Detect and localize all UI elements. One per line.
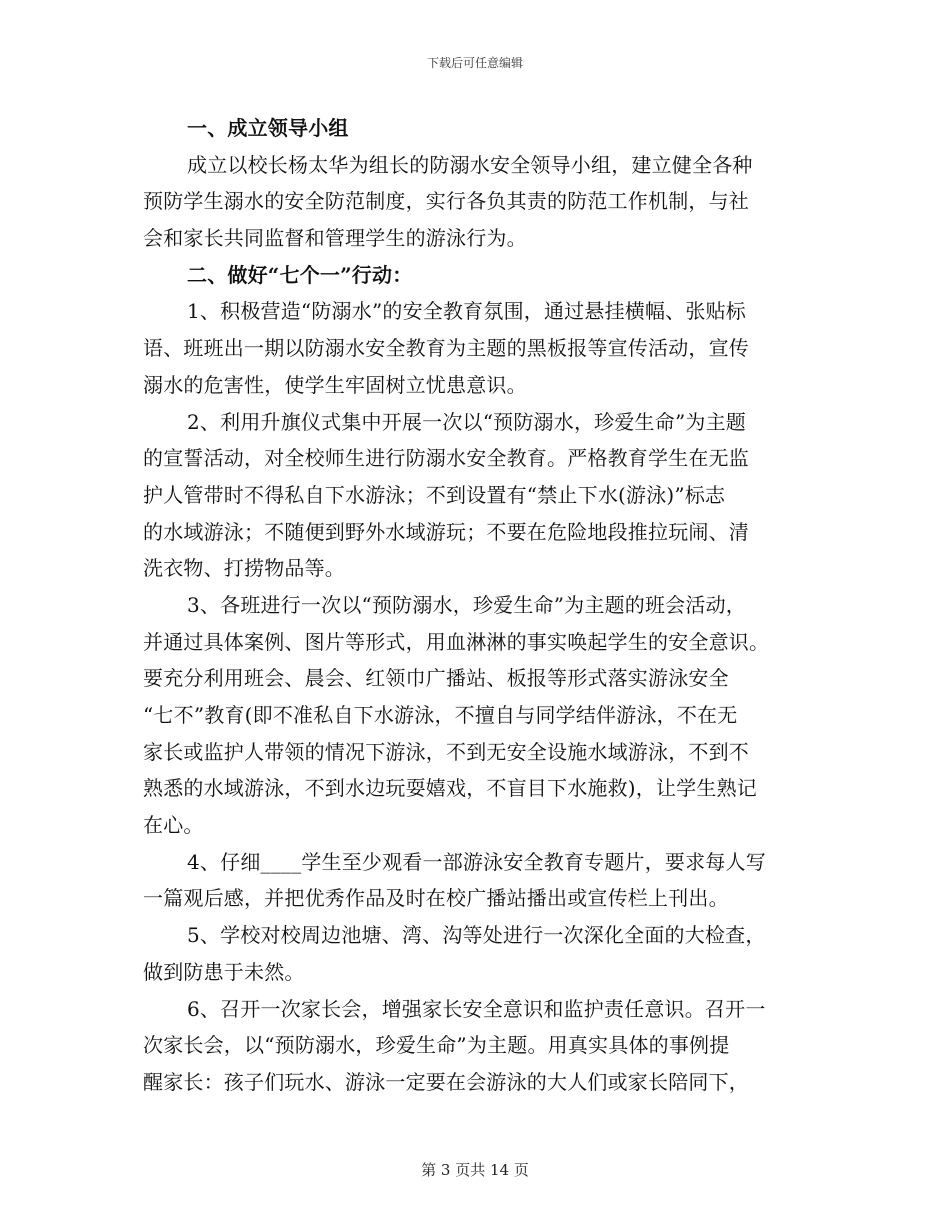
paragraph-line: 要充分利用班会、晨会、红领巾广播站、板报等形式落实游泳安全 — [143, 666, 729, 691]
paragraph-line: 语、班班出一期以防溺水安全教育为主题的黑板报等宣传活动，宣传 — [143, 336, 749, 361]
document-body — [143, 110, 807, 1101]
paragraph-line: 护人管带时不得私自下水游泳；不到设置有“禁止下水(游泳)”标志 — [143, 482, 726, 507]
paragraph-line: “七不”教育(即不准私自下水游泳，不擅自与同学结伴游泳，不在无 — [143, 703, 738, 727]
page-footer: 第 3 页共 14 页 — [421, 1161, 529, 1179]
paragraph-line: 溺水的危害性，使学生牢固树立忧患意识。 — [143, 372, 527, 397]
paragraph-line: 3、各班进行一次以“预防溺水，珍爱生命”为主题的班会活动， — [187, 592, 746, 617]
paragraph-line: 并通过具体案例、图片等形式，用血淋淋的事实唤起学生的安全意识。 — [143, 629, 770, 654]
section-heading: 二、做好“七个一”行动： — [187, 262, 413, 287]
paragraph-line: 熟悉的水域游泳，不到水边玩耍嬉戏，不盲目下水施救)，让学生熟记 — [143, 776, 758, 801]
paragraph-line: 醒家长：孩子们玩水、游泳一定要在会游泳的大人们或家长陪同下， — [143, 1069, 749, 1094]
paragraph-line: 2、利用升旗仪式集中开展一次以“预防溺水，珍爱生命”为主题 — [187, 409, 746, 434]
paragraph-line: 4、仔细____学生至少观看一部游泳安全教育专题片，要求每人写 — [187, 849, 766, 874]
paragraph-line: 成立以校长杨太华为组长的防溺水安全领导小组，建立健全各种 — [187, 152, 753, 177]
paragraph-line: 在心。 — [143, 813, 204, 838]
paragraph-line: 做到防患于未然。 — [143, 959, 305, 984]
page-header-note: 下载后可任意编辑 — [426, 56, 523, 70]
paragraph-line: 次家长会，以“预防溺水，珍爱生命”为主题。用真实具体的事例提 — [143, 1033, 730, 1058]
paragraph-line: 5、学校对校周边池塘、湾、沟等处进行一次深化全面的大检查， — [187, 923, 766, 948]
paragraph-line: 会和家长共同监督和管理学生的游泳行为。 — [143, 226, 527, 251]
paragraph-line: 家长或监护人带领的情况下游泳，不到无安全设施水域游泳，不到不 — [143, 739, 749, 764]
paragraph-line: 的宣誓活动，对全校师生进行防溺水安全教育。严格教育学生在无监 — [143, 446, 749, 471]
paragraph-line: 洗衣物、打捞物品等。 — [143, 556, 345, 581]
paragraph-line: 1、积极营造“防溺水”的安全教育氛围，通过悬挂横幅、张贴标 — [187, 299, 746, 324]
paragraph-line: 6、召开一次家长会，增强家长安全意识和监护责任意识。召开一 — [187, 996, 766, 1021]
section-heading: 一、成立领导小组 — [187, 116, 349, 140]
paragraph-line: 预防学生溺水的安全防范制度，实行各负其责的防范工作机制，与社 — [143, 189, 749, 214]
paragraph-line: 的水域游泳；不随便到野外水域游玩；不要在危险地段推拉玩闹、清 — [143, 519, 749, 544]
paragraph-line: 一篇观后感，并把优秀作品及时在校广播站播出或宣传栏上刊出。 — [143, 886, 729, 911]
